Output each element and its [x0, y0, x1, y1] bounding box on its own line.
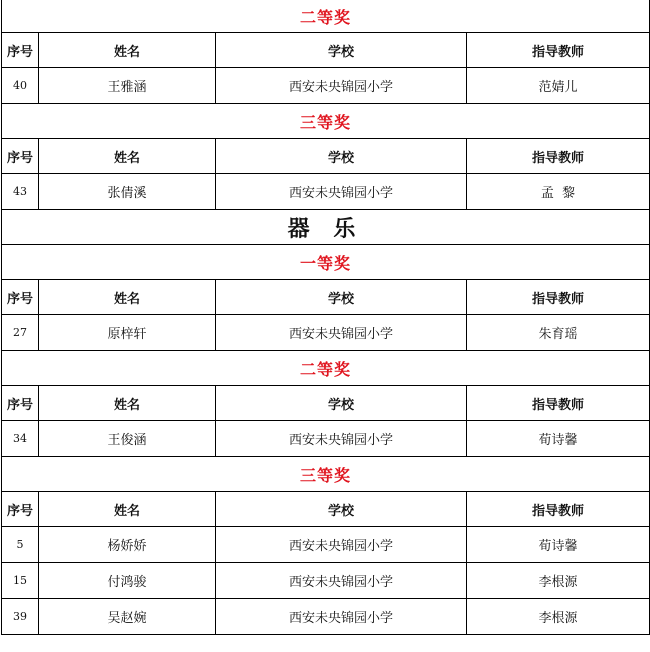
award-title: 三等奖: [2, 104, 650, 139]
cell-school: 西安未央锦园小学: [216, 68, 467, 104]
header-no: 序号: [2, 33, 39, 68]
cell-school: 西安未央锦园小学: [216, 315, 467, 351]
header-name: 姓名: [39, 280, 216, 315]
award-title: 二等奖: [2, 351, 650, 386]
header-teacher: 指导教师: [467, 139, 650, 174]
cell-school: 西安未央锦园小学: [216, 563, 467, 599]
cell-teacher: 朱育瑶: [467, 315, 650, 351]
table-row: [2, 68, 650, 104]
header-teacher: 指导教师: [467, 492, 650, 527]
cell-no: 5: [2, 527, 39, 563]
header-teacher: 指导教师: [467, 386, 650, 421]
header-no: 序号: [2, 280, 39, 315]
cell-name: 吴赵婉: [39, 599, 216, 635]
award-heading-row: [2, 104, 650, 139]
award-heading-row: [2, 351, 650, 386]
category-heading-row: [2, 210, 650, 245]
award-heading-row: [2, 245, 650, 280]
cell-no: 34: [2, 421, 39, 457]
award-heading-row: [2, 0, 650, 33]
header-name: 姓名: [39, 386, 216, 421]
cell-teacher: 范婧儿: [467, 68, 650, 104]
table-header-row: [2, 386, 650, 421]
cell-teacher: 李根源: [467, 599, 650, 635]
cell-school: 西安未央锦园小学: [216, 527, 467, 563]
table-row: [2, 599, 650, 635]
table-header-row: [2, 280, 650, 315]
cell-school: 西安未央锦园小学: [216, 421, 467, 457]
award-title: 一等奖: [2, 245, 650, 280]
award-table: [1, 0, 650, 635]
cell-teacher: 李根源: [467, 563, 650, 599]
header-school: 学校: [216, 33, 467, 68]
table-header-row: [2, 139, 650, 174]
table-header-row: [2, 33, 650, 68]
cell-no: 40: [2, 68, 39, 104]
cell-name: 付鸿骏: [39, 563, 216, 599]
header-school: 学校: [216, 139, 467, 174]
cell-no: 43: [2, 174, 39, 210]
award-heading-row: [2, 457, 650, 492]
cell-name: 王雅涵: [39, 68, 216, 104]
cell-name: 杨娇娇: [39, 527, 216, 563]
header-name: 姓名: [39, 139, 216, 174]
header-school: 学校: [216, 492, 467, 527]
cell-teacher: 荀诗馨: [467, 421, 650, 457]
table-row: [2, 315, 650, 351]
cell-name: 张倩溪: [39, 174, 216, 210]
table-row: [2, 421, 650, 457]
header-school: 学校: [216, 280, 467, 315]
header-name: 姓名: [39, 492, 216, 527]
header-name: 姓名: [39, 33, 216, 68]
cell-school: 西安未央锦园小学: [216, 174, 467, 210]
cell-school: 西安未央锦园小学: [216, 599, 467, 635]
cell-teacher: 孟 黎: [467, 174, 650, 210]
table-header-row: [2, 492, 650, 527]
header-school: 学校: [216, 386, 467, 421]
header-no: 序号: [2, 139, 39, 174]
table-row: [2, 563, 650, 599]
header-no: 序号: [2, 386, 39, 421]
cell-name: 原梓轩: [39, 315, 216, 351]
cell-no: 15: [2, 563, 39, 599]
table-row: [2, 527, 650, 563]
header-teacher: 指导教师: [467, 280, 650, 315]
header-teacher: 指导教师: [467, 33, 650, 68]
table-row: [2, 174, 650, 210]
cell-name: 王俊涵: [39, 421, 216, 457]
category-title: 器 乐: [2, 210, 650, 245]
award-title: 二等奖: [2, 0, 650, 33]
cell-no: 39: [2, 599, 39, 635]
cell-no: 27: [2, 315, 39, 351]
header-no: 序号: [2, 492, 39, 527]
cell-teacher: 荀诗馨: [467, 527, 650, 563]
award-title: 三等奖: [2, 457, 650, 492]
